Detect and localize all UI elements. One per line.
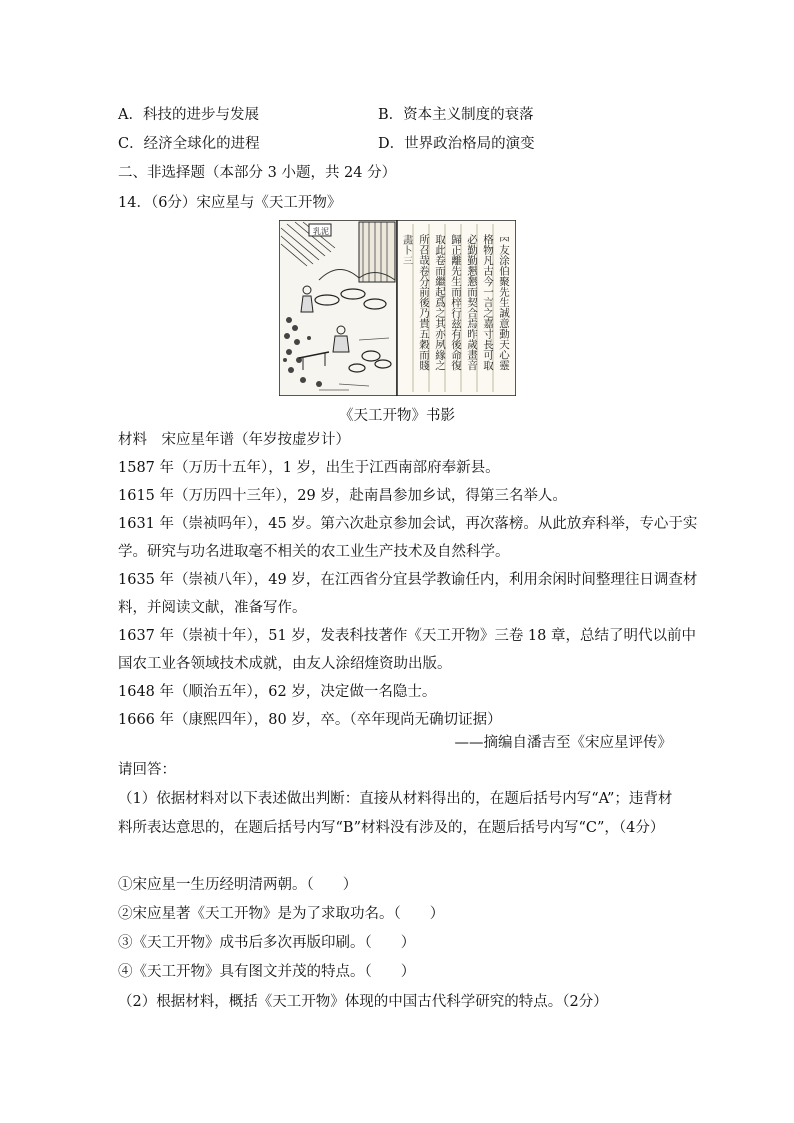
statement-3: ③《天工开物》成书后多次再版印刷。（ ） [118,935,416,951]
text-column: 所召哉卷分前後乃貴五穀而賤 [418,234,430,371]
chronology-line: 国农工业各领域技术成就，由友人涂绍煃资助出版。 [118,656,452,672]
text-column: 𦘕卜三 [402,234,414,266]
option-a: A．科技的进步与发展 [118,107,259,123]
chronology-line: 1631 年（崇祯吗年），45 岁。第六次赴京参加会试，再次落榜。从此放弃科举，专心于实 [118,516,698,532]
material-title: 材料 宋应星年谱（年岁按虚岁计） [118,432,350,448]
chronology-line: 料，并阅读文献，准备写作。 [118,600,307,616]
option-d: D．世界政治格局的演变 [378,136,535,152]
statement-2: ②宋应星著《天工开物》是为了求取功名。（ ） [118,906,445,922]
text-column: 格物凡古今一言之嘉寸長可取 [482,234,494,371]
chronology-line: 1635 年（崇祯八年），49 岁，在江西省分宜县学教谕任内，利用余闲时间整理往日调查材 [118,572,698,588]
option-b: B．资本主义制度的衰落 [378,107,534,123]
text-column: 歸正離先生而梓行兹有後命復 [450,234,462,371]
chronology-line: 1666 年（康熙四年），80 岁，卒。（卒年现尚无确切证据） [118,712,502,728]
section-heading: 二、非选择题（本部分 3 小题，共 24 分） [118,165,397,181]
option-c: C．经济全球化的进程 [118,136,260,152]
q1-instruction: 料所表达意思的，在题后括号内写“B”材料没有涉及的，在题后括号内写“C”，（4分） [118,820,665,836]
question-title: 14．（6分）宋应星与《天工开物》 [118,195,342,211]
chronology-line: 1648 年（顺治五年），62 岁，决定做一名隐士。 [118,684,437,700]
chronology-line: 1615 年（万历四十三年），29 岁，赴南昌参加乡试，得第三名举人。 [118,488,567,504]
chronology-line: 1637 年（崇祯十年），51 岁，发表科技著作《天工开物》三卷 18 章，总结了明代以前中 [118,628,696,644]
q1-instruction: （1）依据材料对以下表述做出判断：直接从材料得出的，在题后括号内写“A”；违背材 [118,791,673,807]
source-citation: ——摘编自潘吉至《宋应星评传》 [454,735,672,751]
chronology-line: 学。研究与功名进取毫不相关的农工业生产技术及自然科学。 [118,544,510,560]
book-image [279,220,516,396]
statement-4: ④《天工开物》具有图文并茂的特点。（ ） [118,964,416,980]
tiangong-kaiwu-illustration [279,220,516,396]
figure-caption: 《天工开物》书影 [339,408,455,424]
text-column: 𠔿友涂伯聚先生誠意動天心靈 [498,234,510,371]
statement-1: ①宋应星一生历经明清两朝。（ ） [118,877,358,893]
q2-text: （2）根据材料，概括《天工开物》体现的中国古代科学研究的特点。（2分） [118,994,608,1010]
chronology-line: 1587 年（万历十五年），1 岁，出生于江西南部府奉新县。 [118,460,500,476]
text-column: 必勤勤懇懇而契合焉昨歲畫音 [466,234,478,371]
stamp-text: 乳泥 [313,227,329,236]
please-answer: 请回答： [118,762,176,778]
text-column: 取此卷而繼起爲之其亦夙緣之 [434,234,446,371]
